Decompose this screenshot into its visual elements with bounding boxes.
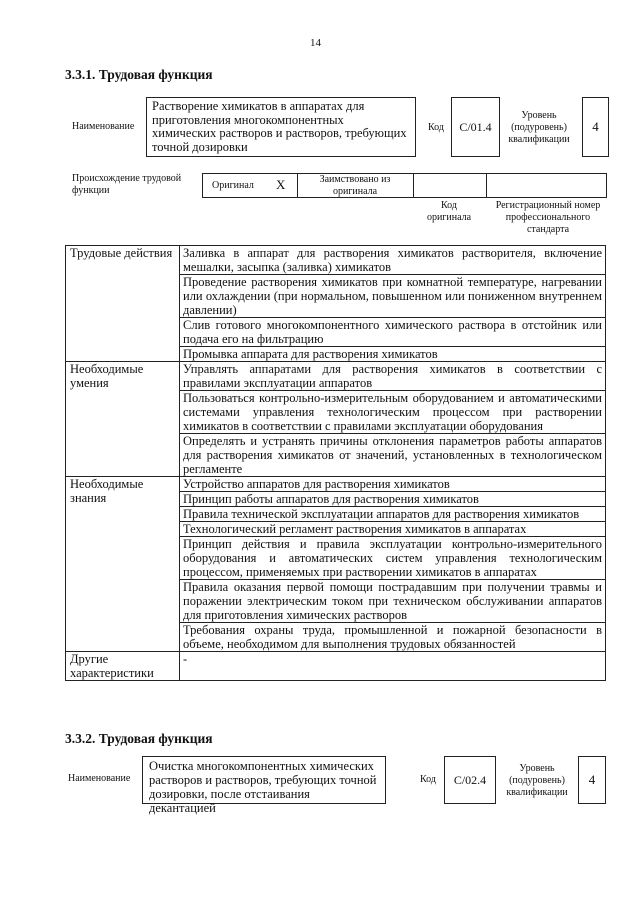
origin-reg-caption: Регистрационный номер профессионального стандарта xyxy=(495,200,601,235)
name-value-box-2 xyxy=(142,756,386,815)
origin-divider-3 xyxy=(486,173,487,198)
origin-borrowed-label: Заимствовано из оригинала xyxy=(319,174,391,197)
origin-label: Происхождение трудовой функции xyxy=(72,173,182,196)
page-number: 14 xyxy=(310,37,321,49)
table-row xyxy=(66,362,606,391)
section-heading-332: 3.3.2. Трудовая функция xyxy=(65,731,213,746)
name-value-box xyxy=(146,97,416,157)
table-item: Слив готового многокомпонентного химического раствора в отстойник или подача его на фильтрацию xyxy=(180,318,606,347)
table-item: Технологический регламент растворения химикатов в аппаратах xyxy=(180,522,606,537)
table-item: Правила технической эксплуатации аппаратов для растворения химикатов xyxy=(180,507,606,522)
table-item: Принцип действия и правила эксплуатации контрольно-измерительного оборудования и автоматических систем управления технологическим процессом, применяемых при растворении химикатов в аппаратах xyxy=(180,537,606,580)
table-row xyxy=(66,652,606,681)
labor-function-table xyxy=(65,245,606,681)
origin-original-label: Оригинал xyxy=(212,180,254,191)
level-label: Уровень (подуровень) квалификации xyxy=(508,110,570,145)
origin-divider-1 xyxy=(297,173,298,198)
table-item: Управлять аппаратами для растворения химикатов в соответствии с правилами эксплуатации аппаратов xyxy=(180,362,606,391)
code-value-2: C/02.4 xyxy=(444,756,496,804)
table-item: Определять и устранять причины отклонения параметров работы аппаратов для растворения химикатов от значений, установленных в технологическом регламенте xyxy=(180,434,606,477)
origin-code-caption: Код оригинала xyxy=(426,200,472,223)
level-value-2: 4 xyxy=(578,756,606,804)
table-item: - xyxy=(180,652,606,681)
table-item: Правила оказания первой помощи пострадавшим при получении травмы и поражении электрическим током при техническом обслуживании аппаратов для приготовления химических растворов xyxy=(180,580,606,623)
name-value: Растворение химикатов в аппаратах для приготовления многокомпонентных химических растворов и растворов, требующих точной дозировки xyxy=(152,99,407,154)
name-value-2: Очистка многокомпонентных химических растворов и растворов, требующих точной дозировки, после отстаивания декантацией xyxy=(149,759,377,815)
table-item: Проведение растворения химикатов при комнатной температуре, нагревании или охлаждении (при нормальном, повышенном или пониженном внутреннем давлении) xyxy=(180,275,606,318)
table-item: Принцип работы аппаратов для растворения химикатов xyxy=(180,492,606,507)
name-label-2: Наименование xyxy=(68,773,131,784)
table-item: Промывка аппарата для растворения химикатов xyxy=(180,347,606,362)
level-label-2: Уровень (подуровень) квалификации xyxy=(506,763,568,798)
origin-check-mark: X xyxy=(276,177,286,192)
table-item: Требования охраны труда, промышленной и пожарной безопасности в объеме, необходимом для выполнения трудовых обязанностей xyxy=(180,623,606,652)
table-item: Заливка в аппарат для растворения химикатов растворителя, включение мешалки, засыпка (заливка) химикатов xyxy=(180,246,606,275)
table-row xyxy=(66,246,606,275)
code-label-2: Код xyxy=(420,774,436,785)
table-item: Пользоваться контрольно-измерительным оборудованием и автоматическими системами управления технологическим процессом при растворении химикатов в соответствии с правилами эксплуатации оборудования xyxy=(180,391,606,434)
category-label: Необходимые умения xyxy=(66,362,180,477)
category-label: Трудовые действия xyxy=(66,246,180,362)
section-heading-331: 3.3.1. Трудовая функция xyxy=(65,67,213,82)
level-value: 4 xyxy=(582,97,609,157)
category-label: Другие характеристики xyxy=(66,652,180,681)
code-label: Код xyxy=(428,122,444,133)
name-label: Наименование xyxy=(72,121,135,132)
table-row xyxy=(66,477,606,492)
origin-divider-2 xyxy=(413,173,414,198)
table-item: Устройство аппаратов для растворения химикатов xyxy=(180,477,606,492)
category-label: Необходимые знания xyxy=(66,477,180,652)
code-value: C/01.4 xyxy=(451,97,500,157)
